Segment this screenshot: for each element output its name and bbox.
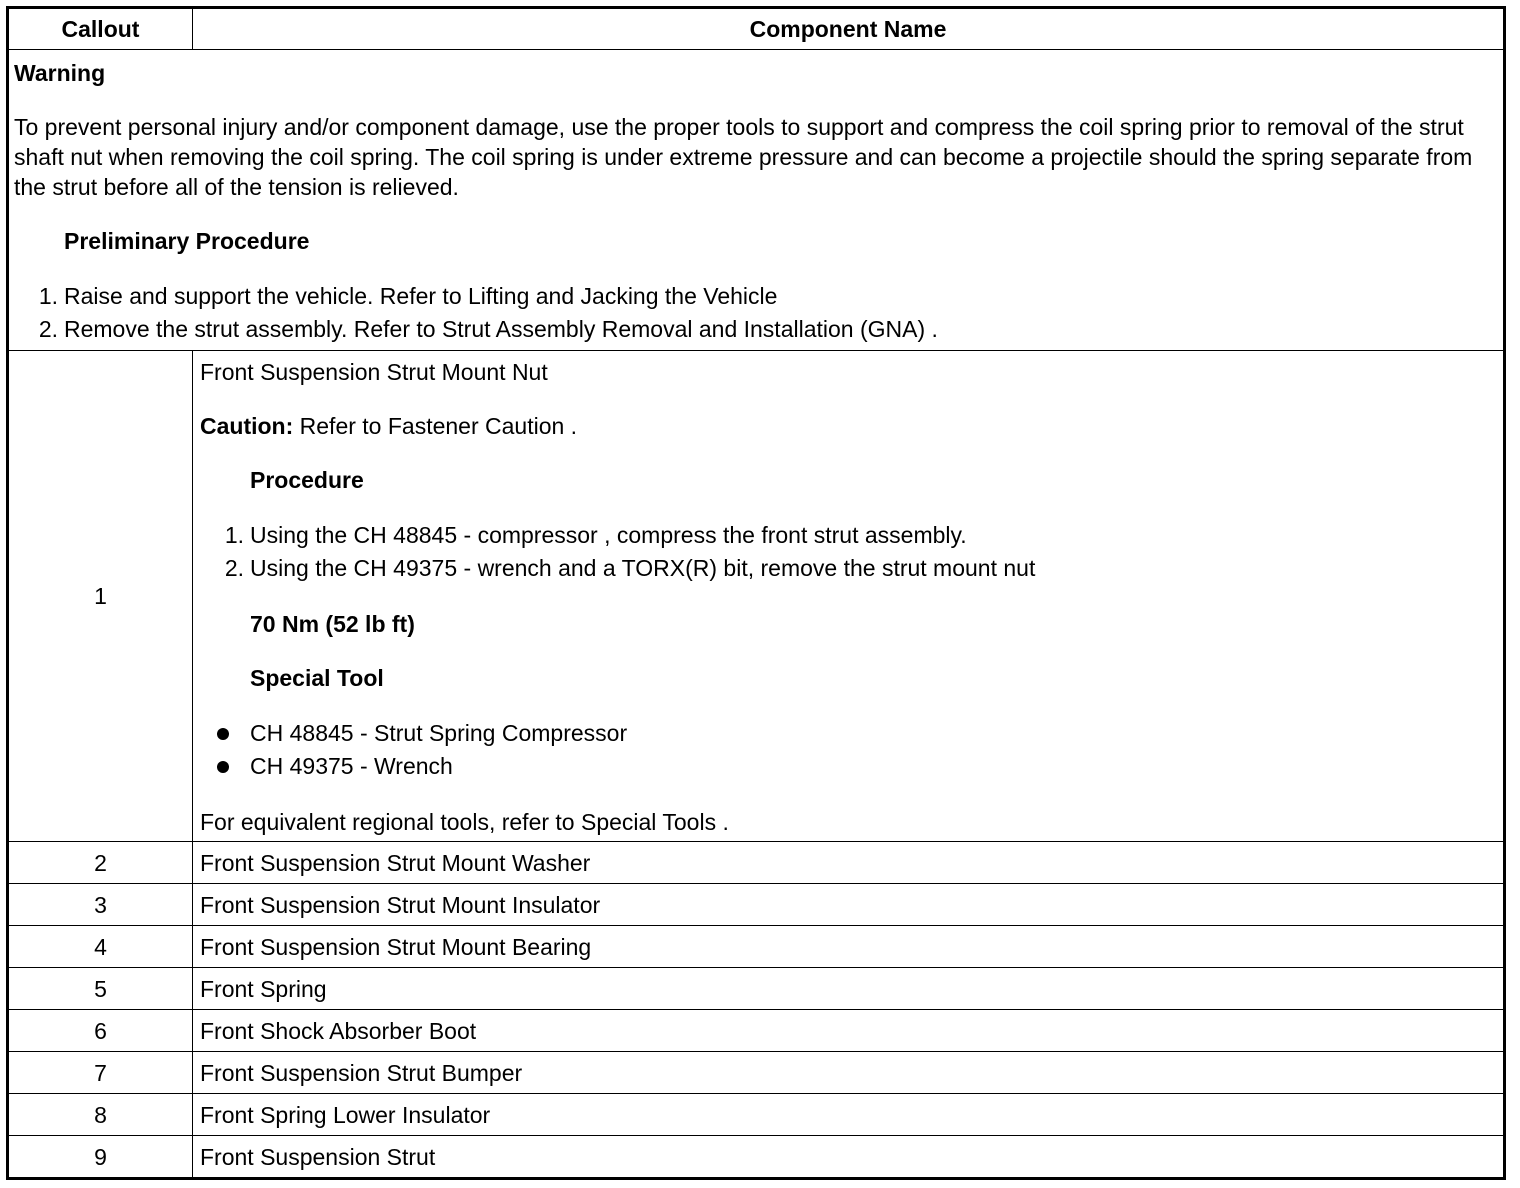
caution-note: Caution: Refer to Fastener Caution . [200, 413, 578, 439]
list-item: CH 48845 - Strut Spring Compressor [200, 717, 1496, 750]
preliminary-procedure-title: Preliminary Procedure [64, 228, 310, 254]
list-item: 1. Using the CH 48845 - compressor , compress the front strut assembly. [224, 522, 967, 548]
bullet-icon [200, 750, 250, 783]
component-name-header: Component Name [193, 8, 1505, 50]
callout-cell: 2 [8, 842, 193, 884]
preliminary-steps [14, 280, 1498, 346]
component-name: Front Spring Lower Insulator [193, 1094, 1505, 1136]
component-name: Front Suspension Strut Mount Washer [193, 842, 1505, 884]
callout-cell: 3 [8, 884, 193, 926]
warning-text: To prevent personal injury and/or component damage, use the proper tools to support and compress the coil spring prior to removal of the strut shaft nut when removing the coil spring. The coil spring is under extreme pressure and can become a projectile should the spring separate from the strut before all of the tension is relieved. [14, 114, 1473, 200]
component-name: Front Suspension Strut Mount Nut [200, 359, 548, 385]
warning-title: Warning [14, 60, 106, 86]
table-row [8, 351, 1505, 842]
special-tools-list [200, 717, 1496, 783]
callout-cell: 4 [8, 926, 193, 968]
warning-cell [8, 50, 1505, 351]
table-row [8, 842, 1505, 884]
list-item: 2. Using the CH 49375 - wrench and a TORX(R) bit, remove the strut mount nut [224, 555, 1036, 581]
special-tool-title: Special Tool [250, 665, 384, 691]
list-item: 1. Raise and support the vehicle. Refer to Lifting and Jacking the Vehicle [38, 283, 778, 309]
regional-tools-note: For equivalent regional tools, refer to Special Tools . [200, 809, 729, 835]
callout-cell: 7 [8, 1052, 193, 1094]
torque-spec: 70 Nm (52 lb ft) [250, 611, 415, 637]
table-header-row [8, 8, 1505, 50]
components-document [6, 6, 1506, 1180]
procedure-steps [200, 519, 1496, 585]
component-name: Front Suspension Strut [193, 1136, 1505, 1179]
callout-header: Callout [8, 8, 193, 50]
component-name: Front Spring [193, 968, 1505, 1010]
component-name: Front Suspension Strut Bumper [193, 1052, 1505, 1094]
component-name: Front Suspension Strut Mount Insulator [193, 884, 1505, 926]
list-item: 2. Remove the strut assembly. Refer to Strut Assembly Removal and Installation (GNA) . [38, 316, 938, 342]
table-row [8, 884, 1505, 926]
table-row [8, 968, 1505, 1010]
callout-cell: 1 [8, 351, 193, 842]
list-item: CH 49375 - Wrench [200, 750, 1496, 783]
table-row [8, 926, 1505, 968]
table-row [8, 1052, 1505, 1094]
bullet-icon [200, 717, 250, 750]
table-row [8, 1136, 1505, 1179]
callout-cell: 6 [8, 1010, 193, 1052]
table-row [8, 1094, 1505, 1136]
warning-row [8, 50, 1505, 351]
callout-cell: 8 [8, 1094, 193, 1136]
procedure-title: Procedure [250, 467, 364, 493]
components-table [6, 6, 1506, 1180]
component-cell [193, 351, 1505, 842]
callout-cell: 5 [8, 968, 193, 1010]
callout-cell: 9 [8, 1136, 193, 1179]
table-row [8, 1010, 1505, 1052]
component-name: Front Shock Absorber Boot [193, 1010, 1505, 1052]
component-name: Front Suspension Strut Mount Bearing [193, 926, 1505, 968]
